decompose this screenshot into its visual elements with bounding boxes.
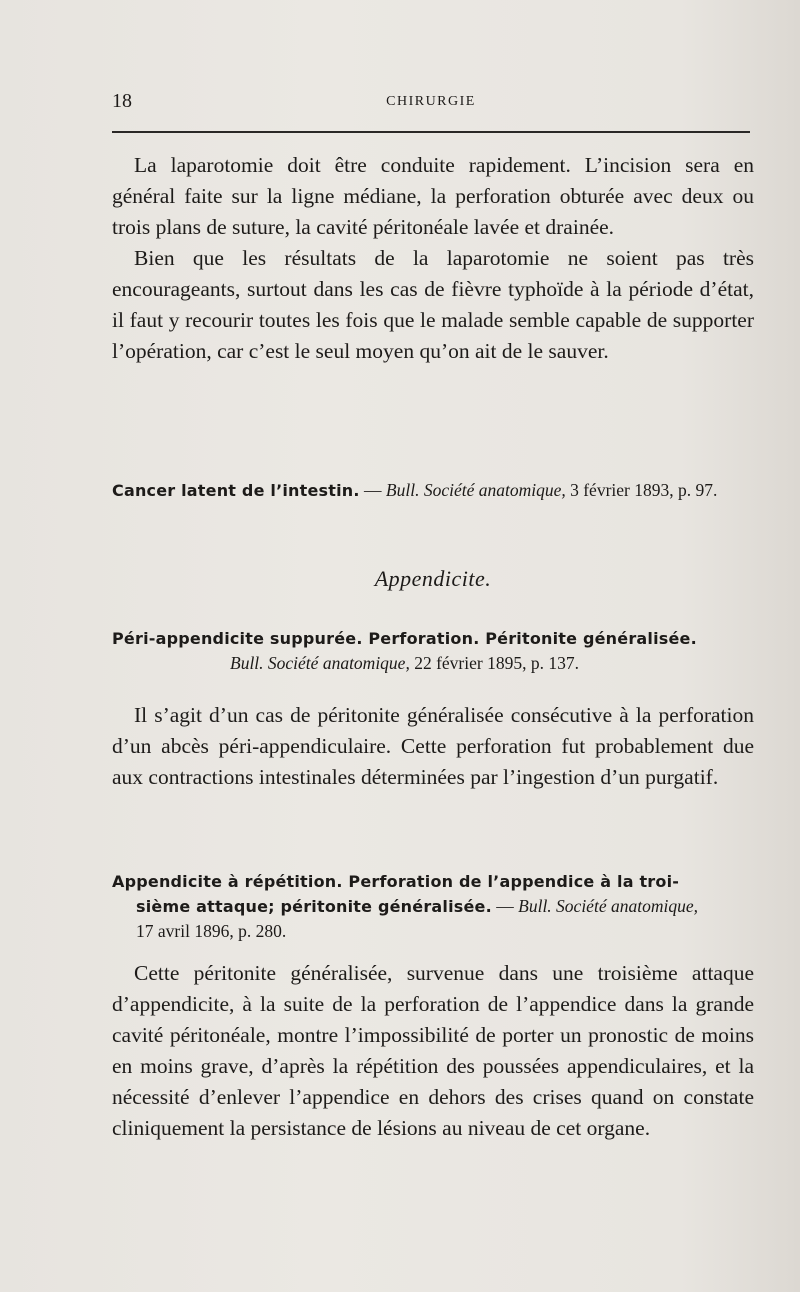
reference-cancer-latent — [112, 478, 754, 503]
header-rule — [112, 131, 750, 133]
paragraph-resultats: Bien que les résultats de la laparotomie ne soient pas très encourageants, surtout dans les cas de fièvre typhoïde à la période d’état, il faut y recourir toutes les fois que le malade semble capable de supporter l’opération, car c’est le seul moyen qu’on ait de le sauver. — [112, 246, 754, 363]
reference-journal: Bull. Société anatomique, — [385, 480, 566, 500]
running-title: CHIRURGIE — [386, 94, 476, 109]
reference-title-line2-row — [112, 894, 754, 919]
section-title-appendicite: Appendicite. — [374, 566, 492, 591]
reference-dash: — — [359, 480, 386, 500]
reference-source-line — [112, 651, 754, 675]
paragraph-group-1 — [112, 150, 754, 367]
reference-title-line2: sième attaque; péritonite généralisée. — [136, 897, 492, 916]
reference-details: 17 avril 1896, p. 280. — [136, 921, 287, 941]
reference-appendicite-repetition — [112, 869, 754, 943]
paragraph-laparotomie: La laparotomie doit être conduite rapidement. L’incision sera en général faite sur la ligne médiane, la perforation obturée avec deux ou trois plans de suture, la cavité péritonéale lavée et drainée. — [112, 153, 754, 239]
paragraph-cas-peritonite: Il s’agit d’un cas de péritonite généralisée consécutive à la perforation d’un abcès péri-appendiculaire. Cette perforation fut probablement due aux contractions intestinales déterminées par l’ingestion d’un purgatif. — [112, 703, 754, 789]
paragraph-peritonite-generalisee: Cette péritonite généralisée, survenue dans une troisième attaque d’appendicite, à la suite de la perforation de l’appendice dans la grande cavité péritonéale, montre l’impossibilité de porter un pronostic de moins en moins grave, d’après la répétition des poussées appendiculaires, et la nécessité d’enlever l’appendice en dehors des crises quand on constate cliniquement la persistance de lésions au niveau de cet organe. — [112, 961, 754, 1140]
reference-title: Péri-appendicite suppurée. Perforation. Péritonite généralisée. — [112, 629, 697, 648]
paragraph-group-3 — [112, 958, 754, 1144]
reference-dash: — — [491, 896, 519, 916]
paragraph-group-2 — [112, 700, 754, 793]
reference-peri-appendicite — [112, 626, 754, 675]
page-number: 18 — [112, 90, 132, 112]
page-header — [112, 90, 750, 116]
reference-title: Cancer latent de l’intestin. — [112, 481, 360, 500]
reference-details: 22 février 1895, p. 137. — [409, 653, 579, 673]
reference-title-line1: Appendicite à répétition. Perforation de l’appendice à la troi- — [112, 872, 680, 891]
reference-details: 3 février 1893, p. 97. — [565, 480, 718, 500]
reference-journal: Bull. Société anatomique, — [230, 653, 410, 673]
reference-journal: Bull. Société anatomique, — [518, 896, 698, 916]
